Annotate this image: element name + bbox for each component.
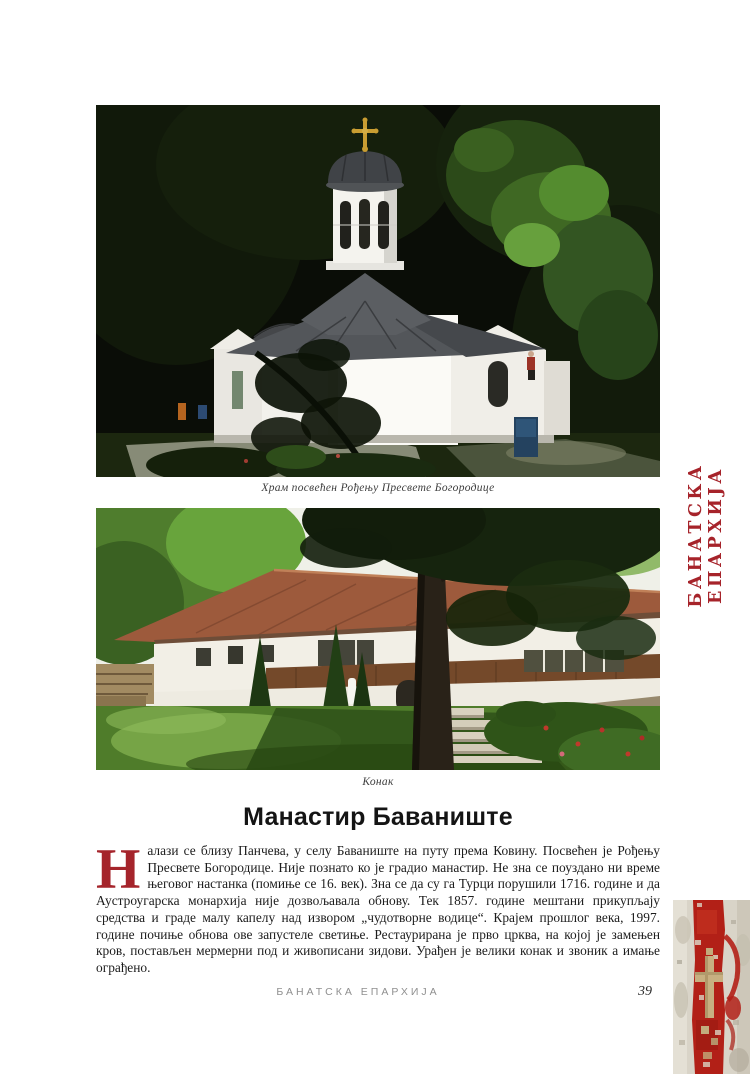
fresco-fragment <box>673 900 750 1074</box>
church-photo <box>96 105 660 477</box>
footer-label: БАНАТСКА ЕПАРХИЈА <box>276 986 440 998</box>
konak-photo-caption: Конак <box>362 776 394 788</box>
page-number: 39 <box>638 984 652 999</box>
article-body-text: алази се близу Панчева, у селу Баваниште на путу према Ковину. Посвећен је Рођењу Пресвете Богородице. Није познато ко је градио манастир. Не зна се поуздано ни време његовог настанка (помиње се 16. век). Зна се да су га Турци порушили 1716. године и да Аустроугарска монархија није дозвољавала обнову. Тек 1857. године мештани прикупљају средства и граде малу капелу над извором „чудотворне водице“. Крајем прошлог века, 1997. године почиње обнова ове запустеле светиње. Рестаурирана је прво црква, на којој је замењен кров, постављен мермерни под и живописани зидови. Урађен је велики конак и звоник а имање ограђено. <box>96 843 660 975</box>
side-label: БАНАТСКА ЕПАРХИЈА <box>686 462 726 608</box>
article-body <box>96 838 660 977</box>
drop-cap: Н <box>96 838 141 901</box>
konak-photo-illustration <box>96 508 660 770</box>
article-title: Манастир Баваниште <box>243 803 513 831</box>
church-photo-caption: Храм посвећен Рођењу Пресвете Богородице <box>261 482 495 494</box>
konak-photo <box>96 508 660 770</box>
fresco-illustration <box>673 900 750 1074</box>
church-photo-illustration <box>96 105 660 477</box>
